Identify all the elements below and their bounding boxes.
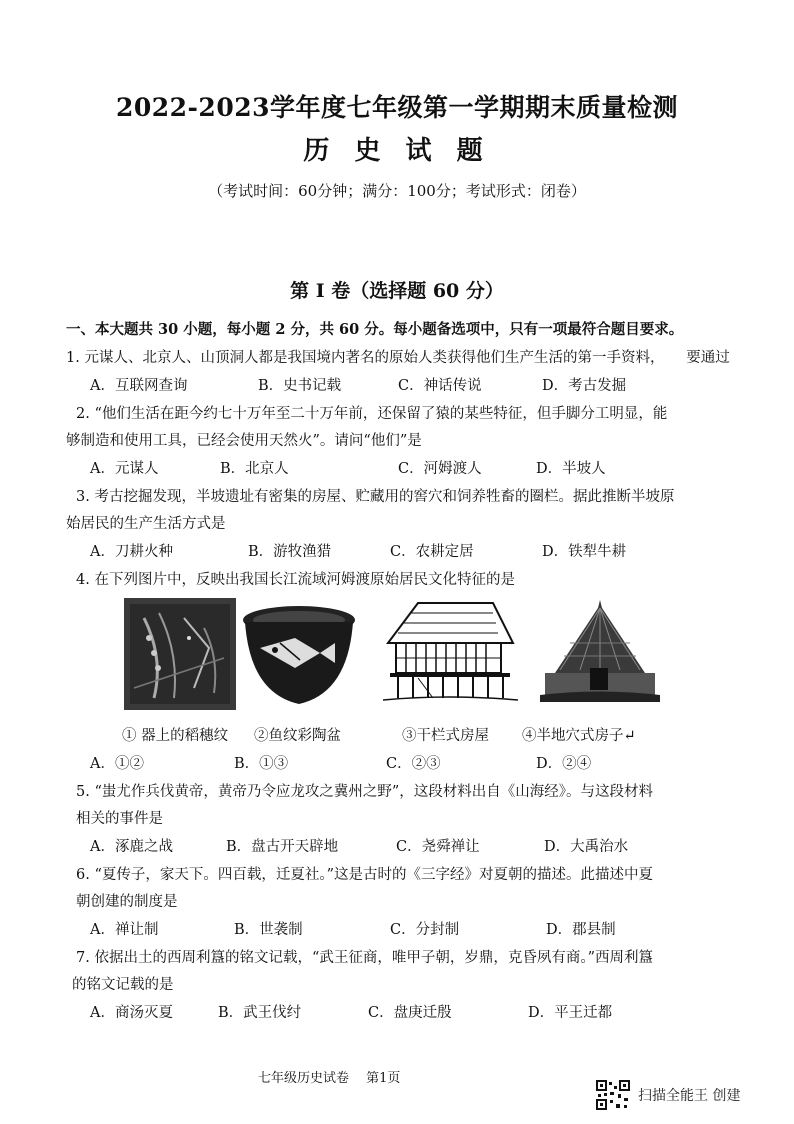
option-a: A．禅让制 — [90, 922, 159, 938]
section-instruction: 一、本大题共 30 小题，每小题 2 分，共 60 分。每小题备选项中，只有一项最符合题目要求。 — [66, 321, 684, 338]
option-b: B．北京人 — [220, 461, 289, 477]
question-4-stem: 4. 在下列图片中，反映出我国长江流域河姆渡原始居民文化特征的是 — [76, 572, 515, 588]
caption-1: ① 器上的稻穗纹 — [122, 728, 229, 744]
section-title: 第 Ⅰ 卷（选择题 60 分） — [290, 280, 504, 302]
question-1-stem: 1. 元谋人、北京人、山顶洞人都是我国境内著名的原始人类获得他们生产生活的第一手资料， 要通过 — [66, 350, 730, 366]
option-c: C．河姆渡人 — [398, 461, 482, 477]
question-3-stem-cont: 始居民的生产生活方式是 — [66, 516, 226, 532]
option-d: D．大禹治水 — [544, 839, 629, 855]
question-6-stem-cont: 朝创建的制度是 — [76, 894, 178, 910]
question-2-stem-cont: 够制造和使用工具，已经会使用天然火”。请问“他们”是 — [66, 433, 422, 449]
option-b: B．游牧渔猎 — [248, 544, 332, 560]
question-3-stem: 3. 考古挖掘发现，半坡遗址有密集的房屋、贮藏用的窖穴和饲养牲畜的圈栏。据此推断半坡原 — [76, 489, 675, 505]
question-5-stem: 5. “蚩尤作兵伐黄帝，黄帝乃令应龙攻之冀州之野”，这段材料出自《山海经》。与这段材料 — [76, 784, 654, 800]
scanner-watermark-text: 扫描全能王 创建 — [638, 1088, 741, 1104]
question-2-stem: 2. “他们生活在距今约七十万年至二十万年前，还保留了猿的某些特征，但手脚分工明显，能 — [76, 406, 668, 422]
option-d: D．考古发掘 — [542, 378, 627, 394]
fish-pattern-painted-pottery-basin-image — [240, 598, 358, 710]
option-d: D．半坡人 — [536, 461, 606, 477]
option-c: C．尧舜禅让 — [396, 839, 480, 855]
option-a: A．元谋人 — [90, 461, 159, 477]
caption-3: ③干栏式房屋 — [402, 728, 489, 744]
option-b: B．世袭制 — [234, 922, 303, 938]
option-a: A．①② — [90, 756, 144, 772]
question-7-stem: 7. 依据出土的西周利簋的铭文记载，“武王征商，唯甲子朝，岁鼎，克昏夙有商。”西周利簋 — [76, 950, 654, 966]
subject-title: 历 史 试 题 — [303, 136, 491, 166]
option-c: C．神话传说 — [398, 378, 482, 394]
option-a: A．刀耕火种 — [90, 544, 173, 560]
option-b: B．盘古开天辟地 — [226, 839, 339, 855]
option-a: A．互联网查询 — [90, 378, 188, 394]
stilt-house-image — [378, 598, 520, 710]
question-5-stem-cont: 相关的事件是 — [76, 811, 163, 827]
question-7-stem-cont: 的铭文记载的是 — [72, 977, 174, 993]
option-c: C．盘庚迁殷 — [368, 1005, 452, 1021]
option-d: D．郡县制 — [546, 922, 616, 938]
option-c: C．农耕定居 — [390, 544, 474, 560]
exam-title: 2022-2023学年度七年级第一学期期末质量检测 — [115, 93, 679, 122]
caption-4: ④半地穴式房子↵ — [522, 728, 636, 744]
rice-pattern-pottery-shard-image — [124, 598, 236, 710]
option-c: C．②③ — [386, 756, 441, 772]
option-b: B．史书记载 — [258, 378, 342, 394]
option-d: D．平王迁都 — [528, 1005, 613, 1021]
exam-info: （考试时间：60分钟；满分：100分；考试形式：闭卷） — [208, 182, 586, 200]
option-a: A．商汤灭夏 — [90, 1005, 173, 1021]
option-a: A．涿鹿之战 — [90, 839, 173, 855]
caption-2: ②鱼纹彩陶盆 — [254, 728, 341, 744]
option-d: D．铁犁牛耕 — [542, 544, 627, 560]
question-6-stem: 6. “夏传子，家天下。四百载，迁夏社。”这是古时的《三字经》对夏朝的描述。此描述中夏 — [76, 867, 654, 883]
semi-subterranean-house-image — [540, 598, 660, 710]
option-b: B．①③ — [234, 756, 289, 772]
option-c: C．分封制 — [390, 922, 460, 938]
scanner-watermark — [596, 1080, 776, 1110]
page-footer: 七年级历史试卷 第1页 — [258, 1071, 401, 1086]
option-d: D．②④ — [536, 756, 592, 772]
option-b: B．武王伐纣 — [218, 1005, 302, 1021]
qr-code-icon — [596, 1080, 630, 1110]
